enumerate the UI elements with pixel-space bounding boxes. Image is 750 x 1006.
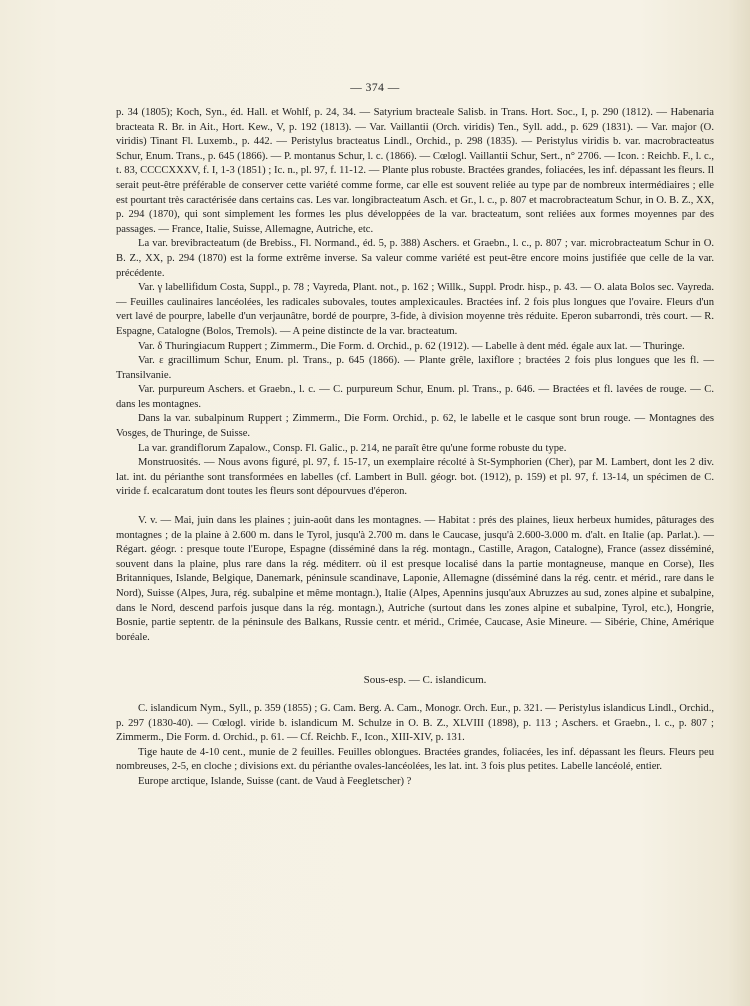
paragraph-synonymy: p. 34 (1805); Koch, Syn., éd. Hall. et Wohlf, p. 24, 34. — Satyrium bracteale Salisb. in Trans. Hort. Soc., I, p. 290 (1812). — Habenaria bracteata R. Br. in Ait., Hort. Kew., V, p. 192 (1813). — Var. Vaillantii (Orch. viridis) Ten., Syll. add., p. 629 (1831). — Var. major (O. viridis) Tinant Fl. Luxemb., p. 442. — Peristylus bracteatus Lindl., Orchid., p. 298 (1835). — Peristylus viridis b. var. macrobracteatus Schur, Enum. Trans., p. 645 (1866). — P. montanus Schur, l. c. (1866). — Cœlogl. Vaillantii Schur, Sert., n° 2706. — Icon. : Reichb. F., l. c., t. 83, CCCCXXXV, f. I, 1-3 (1851) ; Ic. n., pl. 97, f. 11-12. — Plante plus robuste. Bractées grandes, foliacées, les inf. dépassant les fleurs. Il serait peut-être préférable de conserver cette variété comme forme, car elle est souvent reliée au type par de nombreux intermédiaires ; elle est pourtant très caractérisée dans certains cas. Les var. longibracteatum Asch. et Gr., l. c., p. 807 et macrobracteatum Schur, in O. B. Z., XX, p. 294 (1870), qui sont simplement les formes les plus développées de la var. bracteatum, sont reliées aux formes moyennes par des passages. — France, Italie, Suisse, Allemagne, Autriche, etc. [116,107,714,235]
spacer [116,645,714,673]
paragraph-var-brevibracteatum: La var. brevibracteatum (de Brebiss., Fl. Normand., éd. 5, p. 388) Aschers. et Graebn., l. c., p. 807 ; var. microbracteatum Schur in O. B. Z., XX, p. 294 (1870) est la forme extrême inverse. Sa valeur comme variété est peut-être encore moins justifiée que celle de la var. précédente. [116,238,714,279]
paragraph-var-thuringiacum: Var. δ Thuringiacum Ruppert ; Zimmerm., Die Form. d. Orchid., p. 62 (1912). — Labelle à dent méd. égale aux lat. — Thuringe. [138,340,685,352]
paragraph-var-gracillimum: Var. ε gracillimum Schur, Enum. pl. Trans., p. 645 (1866). — Plante grêle, laxiflore ; bractées 2 fois plus longues que les fl. — Transilvanie. [116,355,714,381]
paragraph-monstruosites: Monstruosités. — Nous avons figuré, pl. 97, f. 15-17, un exemplaire récolté à St-Symphorien (Cher), par M. Lambert, dont les 2 div. lat. int. du périanthe sont transformées en labelles (cf. Lambert in Bull. géogr. bot. (1912), p. 159) et pl. 97, f. 13-14, un spécimen de C. viride f. ecalcaratum dont toutes les fleurs sont dépourvues d'éperon. [116,457,714,498]
paragraph-var-purpureum: Var. purpureum Aschers. et Graebn., l. c. — C. purpureum Schur, Enum. pl. Trans., p. 646. — Bractées et fl. lavées de rouge. — C. dans les montagnes. [116,384,714,410]
paragraph-islandicum-synonymy: C. islandicum Nym., Syll., p. 359 (1855) ; G. Cam. Berg. A. Cam., Monogr. Orch. Eur., p. 321. — Peristylus islandicus Lindl., Orchid., p. 297 (1830-40). — Cœlogl. viride b. islandicum M. Schulze in O. B. Z., XLVIII (1898), p. 113 ; Aschers. et Graebn., l. c., p. 807 ; Zimmerm., Die Form. d. Orchid., p. 61. — Cf. Reichb. F., Icon., XIII-XIV, p. 131. [116,702,714,744]
subspecies-heading: Sous-esp. — C. islandicum. [363,674,487,687]
paragraph-distribution: V. v. — Mai, juin dans les plaines ; juin-août dans les montagnes. — Habitat : prés des plaines, lieux herbeux humides, pâturages des montagnes ; de la plaine à 2.600 m. dans le Tyrol, jusqu'à 2.700 m. dans le Caucase, jusqu'à 2.600-3.000 m. d'alt. en Italie (ap. Parlat.). — Régart. géogr. : presque toute l'Europe, Espagne (disséminé dans la rég. montagn., Castille, Aragon, Catalogne), France (assez disséminé, souvent dans la plaine, plus rare dans la rég. méditerr. où il est presque localisé dans la partie montagneuse, manque en Corse), Iles Britanniques, Islande, Belgique, Danemark, péninsule scandinave, Laponie, Allemagne (disséminé dans la rég. centr. et mérid., rare dans le Nord), Suisse (Alpes, Jura, rég. subalpine et même montagn.), Italie (Alpes, Apennins jusqu'aux Abruzzes au sud, zones alpine et subalpine, dans le Nord, descend parfois jusque dans la rég. montagn.), Autriche (surtout dans les zones alpine et subalpine, Tyrol, etc.), Hongrie, Bosnie, partie septentr. de la péninsule des Balkans, Russie centr. et mérid., Crimée, Caucase, Asie Mineure. — Sibérie, Chine, Amérique boréale. [116,515,714,643]
paragraph-var-grandiflorum: La var. grandiflorum Zapalow., Consp. Fl. Galic., p. 214, ne paraît être qu'une forme robuste du type. [138,442,567,454]
page-body [116,106,714,790]
spacer [116,500,714,514]
paragraph-islandicum-distribution: Europe arctique, Islande, Suisse (cant. de Vaud à Feegletscher) ? [138,775,412,787]
spacer [116,688,714,702]
paragraph-islandicum-description: Tige haute de 4-10 cent., munie de 2 feuilles. Feuilles oblongues. Bractées grandes, foliacées, les inf. dépassant les fleurs. Fleurs peu nombreuses, 2-5, en cloche ; divisions ext. du périanthe ovales-lancéolées, les lat. int. 3 fois plus petites. Labelle lancéolé, entier. [116,746,714,773]
page-number: — 374 — [350,82,400,94]
paragraph-var-subalpinum: Dans la var. subalpinum Ruppert ; Zimmerm., Die Form. Orchid., p. 62, le labelle et le casque sont brun rouge. — Montagnes des Vosges, de Thuringe, de Suisse. [116,413,714,440]
paragraph-var-labellifidum: Var. γ labellifidum Costa, Suppl., p. 78 ; Vayreda, Plant. not., p. 162 ; Willk., Suppl. Prodr. hisp., p. 43. — O. alata Bolos sec. Vayreda. — Feuilles caulinaires lancéolées, les radicales subovales, toutes amplexicaules. Bractées inf. 2 fois plus longues que l'ovaire. Fleurs d'un vert lavé de pourpre, labelle d'un verjaunâtre, bordé de pourpre, 3-fide, à division moyenne très réduite. Eperon subarrondi, très court. — R. Espagne, Catalogne (Bolos, Tremols). — A peine distincte de la var. bracteatum. [116,282,714,337]
